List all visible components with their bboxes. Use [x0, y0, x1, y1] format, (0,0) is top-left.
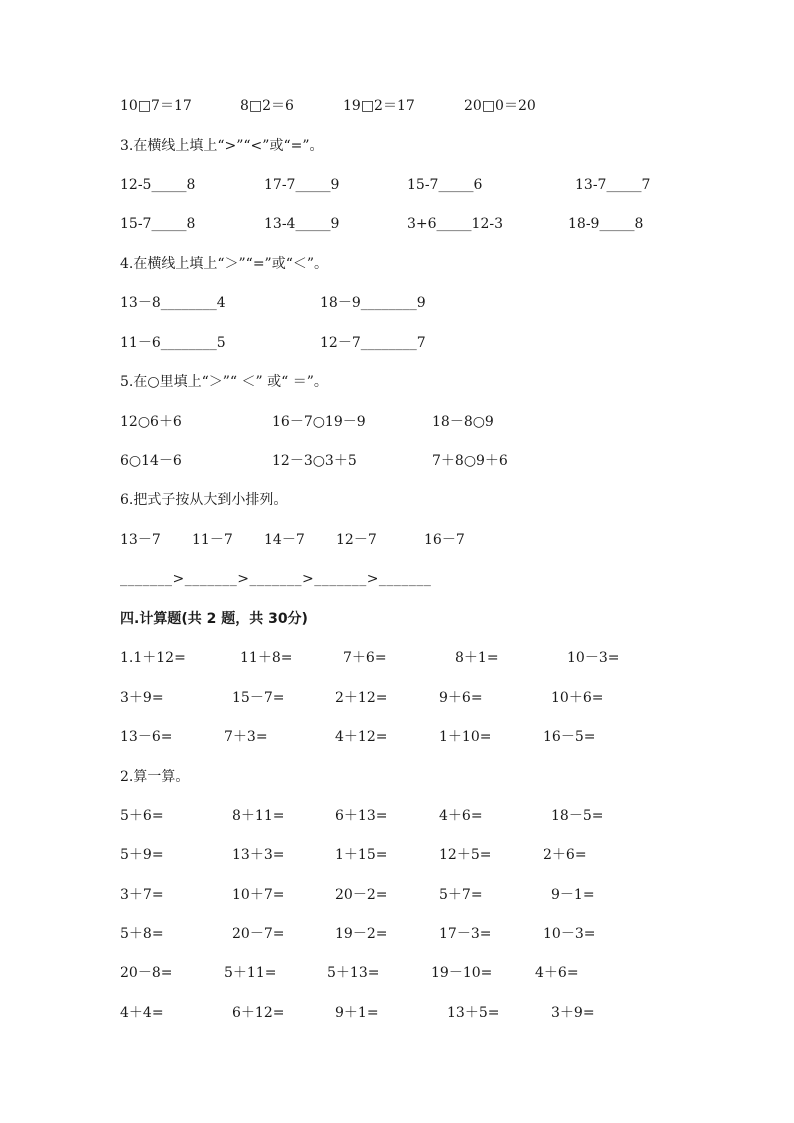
question-3-row: [0, 173, 794, 197]
calc-item: 3＋9=: [551, 1005, 595, 1021]
calc-item: 2＋6=: [543, 847, 587, 863]
calc-item: 5＋7=: [439, 887, 483, 903]
expression: 19□2＝17: [343, 98, 415, 114]
calc-row: [0, 804, 794, 828]
question-5-title: 5.在○里填上“＞”“ ＜” 或“ ＝”。: [120, 374, 328, 390]
calc-item: 7＋6=: [343, 650, 387, 666]
calc-item: 9＋6=: [439, 690, 483, 706]
comparison-item: 18-9_____8: [568, 216, 644, 232]
calc-item: 4＋4=: [120, 1005, 164, 1021]
question-6-title: 6.把式子按从大到小排列。: [120, 492, 288, 508]
calc-row: [0, 686, 794, 710]
calc-item: 1＋10=: [439, 729, 492, 745]
calc-item: 16－5=: [543, 729, 596, 745]
calc-item: 10－3=: [543, 926, 596, 942]
part-2-title-row: [0, 765, 794, 789]
question-6-title-row: [0, 488, 794, 512]
calc-item: 17－3=: [439, 926, 492, 942]
comparison-item: 11－6________5: [120, 335, 226, 351]
calc-item: 1.1＋12=: [120, 650, 186, 666]
question-5-row: [0, 410, 794, 434]
circle-comparison: 12－3○3＋5: [272, 453, 357, 469]
calc-item: 3＋9=: [120, 690, 164, 706]
comparison-item: 17-7_____9: [264, 177, 340, 193]
calc-item: 19－2=: [335, 926, 388, 942]
circle-comparison: 6○14－6: [120, 453, 182, 469]
calc-item: 4＋6=: [535, 965, 579, 981]
answer-line: _______>_______>_______>_______>_______: [120, 571, 432, 587]
calc-item: 6＋13=: [335, 808, 388, 824]
section-4-title-row: [0, 607, 794, 631]
question-3-title-row: [0, 134, 794, 158]
calc-item: 8＋1=: [455, 650, 499, 666]
calc-item: 13＋5=: [447, 1005, 500, 1021]
calc-item: 5＋9=: [120, 847, 164, 863]
calc-item: 8＋11=: [232, 808, 285, 824]
calc-row: [0, 1001, 794, 1025]
calc-item: 5＋8=: [120, 926, 164, 942]
circle-comparison: 16－7○19－9: [272, 414, 366, 430]
question-4-row: [0, 331, 794, 355]
question-5-row: [0, 449, 794, 473]
calc-item: 18－5=: [551, 808, 604, 824]
calc-item: 6＋12=: [232, 1005, 285, 1021]
calc-item: 9＋1=: [335, 1005, 379, 1021]
sort-item: 12－7: [336, 532, 377, 548]
calc-item: 3＋7=: [120, 887, 164, 903]
expression: 8□2＝6: [240, 98, 294, 114]
calc-row: [0, 843, 794, 867]
comparison-item: 15-7_____8: [120, 216, 196, 232]
question-4-title-row: [0, 252, 794, 276]
calc-item: 20－7=: [232, 926, 285, 942]
expression: 20□0＝20: [464, 98, 536, 114]
circle-comparison: 18－8○9: [432, 414, 494, 430]
comparison-item: 12-5_____8: [120, 177, 196, 193]
comparison-item: 18－9________9: [320, 295, 426, 311]
question-5-title-row: [0, 370, 794, 394]
calc-item: 20－2=: [335, 887, 388, 903]
question-4-title: 4.在横线上填上“＞”“=”或“＜”。: [120, 256, 329, 272]
calc-row: [0, 646, 794, 670]
calc-item: 9－1=: [551, 887, 595, 903]
calc-row: [0, 883, 794, 907]
calc-item: 11＋8=: [240, 650, 293, 666]
comparison-item: 13-7_____7: [575, 177, 651, 193]
comparison-item: 12－7________7: [320, 335, 426, 351]
calc-item: 2＋12=: [335, 690, 388, 706]
sort-item: 16－7: [424, 532, 465, 548]
expression: 10□7＝17: [120, 98, 192, 114]
calc-item: 19－10=: [431, 965, 493, 981]
calc-item: 13－6=: [120, 729, 173, 745]
calc-item: 5＋13=: [327, 965, 380, 981]
comparison-item: 13-4_____9: [264, 216, 340, 232]
calc-item: 5＋11=: [224, 965, 277, 981]
section-4-title: 四.计算题(共 2 题，共 30分): [120, 611, 308, 627]
sort-item: 14－7: [264, 532, 305, 548]
comparison-item: 13－8________4: [120, 295, 226, 311]
calc-item: 10－3=: [567, 650, 620, 666]
part-2-title: 2.算一算。: [120, 769, 190, 785]
circle-comparison: 7＋8○9＋6: [432, 453, 508, 469]
calc-item: 7＋3=: [224, 729, 268, 745]
calc-item: 12＋5=: [439, 847, 492, 863]
question-3-title: 3.在横线上填上“>”“<”或“=”。: [120, 138, 324, 154]
calc-item: 1＋15=: [335, 847, 388, 863]
question-3-row: [0, 212, 794, 236]
calc-item: 4＋6=: [439, 808, 483, 824]
calc-item: 4＋12=: [335, 729, 388, 745]
comparison-item: 3+6_____12-3: [407, 216, 503, 232]
comparison-item: 15-7_____6: [407, 177, 483, 193]
sort-item: 11－7: [192, 532, 233, 548]
calc-row: [0, 922, 794, 946]
sort-item: 13－7: [120, 532, 161, 548]
question-6-items-row: [0, 528, 794, 552]
calc-row: [0, 961, 794, 985]
calc-item: 10＋6=: [551, 690, 604, 706]
question-4-row: [0, 291, 794, 315]
operator-row: [0, 94, 794, 118]
calc-item: 20－8=: [120, 965, 173, 981]
calc-item: 15－7=: [232, 690, 285, 706]
calc-item: 10＋7=: [232, 887, 285, 903]
calc-item: 13＋3=: [232, 847, 285, 863]
circle-comparison: 12○6＋6: [120, 414, 182, 430]
calc-row: [0, 725, 794, 749]
question-6-answer-row: [0, 567, 794, 591]
calc-item: 5＋6=: [120, 808, 164, 824]
